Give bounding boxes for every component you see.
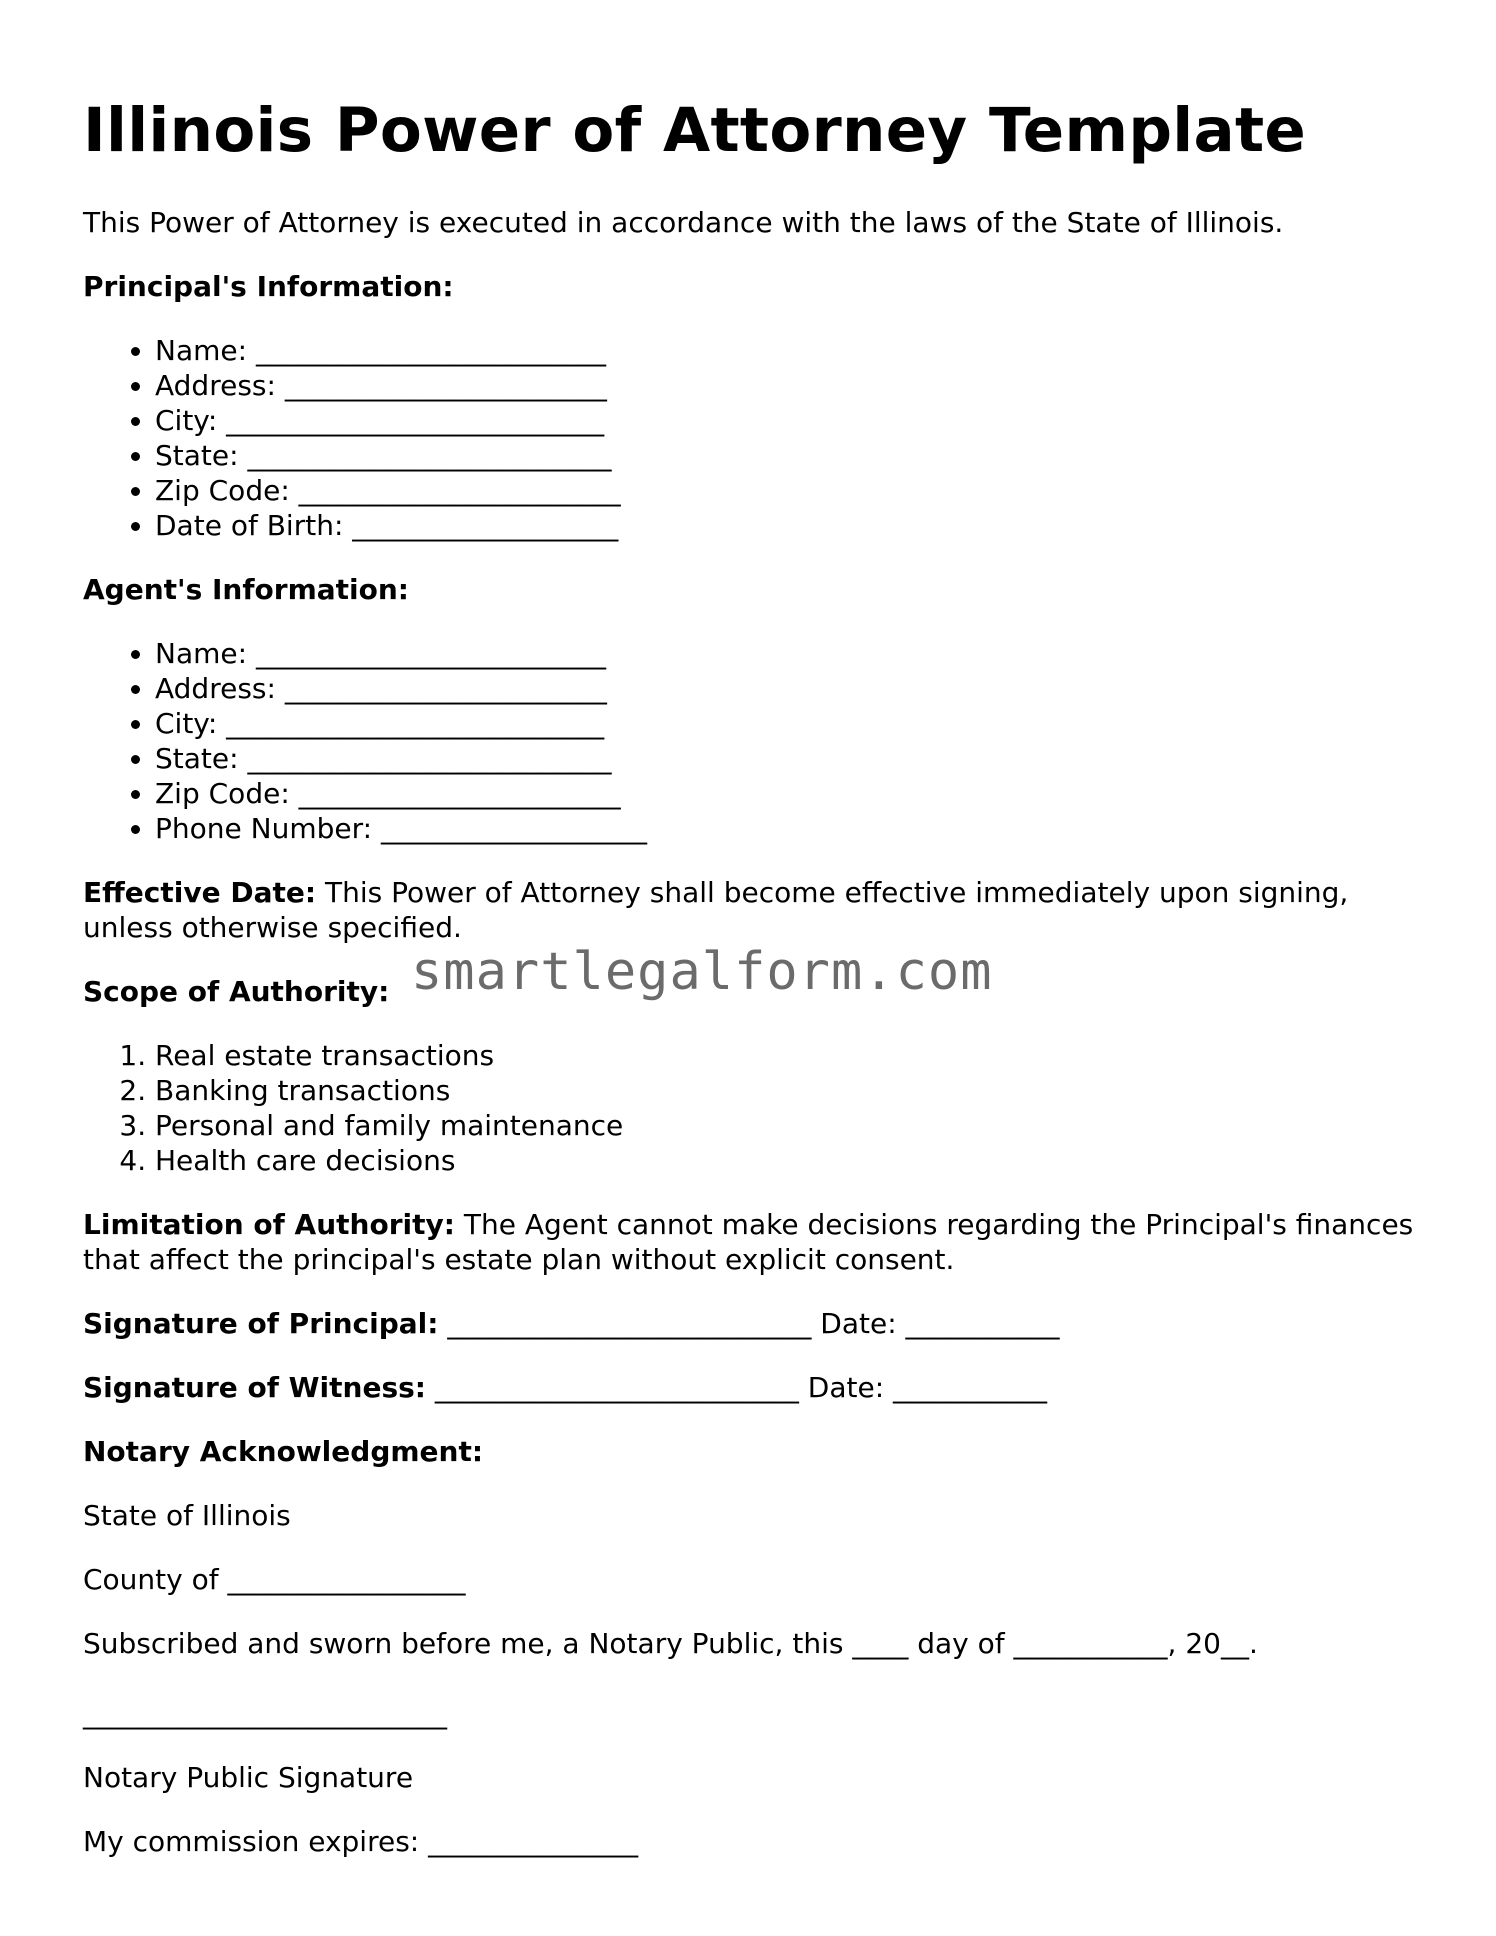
effective-date-paragraph [83, 875, 1423, 945]
agent-name-field: • Name: _________________________ [155, 636, 1423, 671]
principal-address-field: • Address: _______________________ [155, 368, 1423, 403]
principal-fields-list [83, 333, 1423, 543]
witness-signature-blank: __________________________ Date: ___________ [426, 1371, 1048, 1404]
scope-item: 3. Personal and family maintenance [155, 1108, 1423, 1143]
principal-heading: Principal's Information: [83, 270, 454, 303]
watermark: smartlegalform.com [411, 942, 993, 1002]
principal-name-field: • Name: _________________________ [155, 333, 1423, 368]
scope-item: 2. Banking transactions [155, 1073, 1423, 1108]
principal-dob-field: • Date of Birth: ___________________ [155, 508, 1423, 543]
agent-state-field: • State: __________________________ [155, 741, 1423, 776]
page-title: Illinois Power of Attorney Template [83, 95, 1307, 166]
scope-item: 4. Health care decisions [155, 1143, 1423, 1178]
agent-city-field: • City: ___________________________ [155, 706, 1423, 741]
notary-signature-line: __________________________ [83, 1697, 447, 1730]
limitation-text: The Agent cannot make decisions regarding the Principal's finances that affect the principal's estate plan without explicit consent. [83, 1208, 1414, 1276]
notary-county: County of _________________ [83, 1563, 466, 1596]
effective-date-text: This Power of Attorney shall become effective immediately upon signing, unless otherwise specified. [83, 876, 1349, 944]
agent-address-field: • Address: _______________________ [155, 671, 1423, 706]
principal-state-field: • State: __________________________ [155, 438, 1423, 473]
scope-heading: Scope of Authority: [83, 975, 390, 1008]
limitation-paragraph [83, 1207, 1423, 1277]
notary-commission-expires: My commission expires: _______________ [83, 1825, 639, 1858]
notary-sworn-statement: Subscribed and sworn before me, a Notary Public, this ____ day of ___________, 20__. [83, 1627, 1258, 1660]
principal-signature-line [83, 1306, 1423, 1341]
agent-fields-list [83, 636, 1423, 846]
scope-list [83, 1038, 1423, 1178]
witness-signature-label: Signature of Witness: [83, 1371, 426, 1404]
notary-state: State of Illinois [83, 1499, 291, 1532]
principal-signature-blank: __________________________ Date: ___________ [438, 1307, 1060, 1340]
document-page [83, 95, 1423, 1888]
scope-item: 1. Real estate transactions [155, 1038, 1423, 1073]
principal-zip-field: • Zip Code: _______________________ [155, 473, 1423, 508]
intro-paragraph: This Power of Attorney is executed in accordance with the laws of the State of Illinois. [83, 206, 1284, 239]
limitation-label: Limitation of Authority: [83, 1208, 455, 1241]
agent-phone-field: • Phone Number: ___________________ [155, 811, 1423, 846]
principal-signature-label: Signature of Principal: [83, 1307, 439, 1340]
agent-zip-field: • Zip Code: _______________________ [155, 776, 1423, 811]
notary-heading: Notary Acknowledgment: [83, 1435, 484, 1468]
witness-signature-line [83, 1370, 1423, 1405]
effective-date-label: Effective Date: [83, 876, 317, 909]
agent-heading: Agent's Information: [83, 573, 410, 606]
principal-city-field: • City: ___________________________ [155, 403, 1423, 438]
notary-signature-label: Notary Public Signature [83, 1761, 414, 1794]
